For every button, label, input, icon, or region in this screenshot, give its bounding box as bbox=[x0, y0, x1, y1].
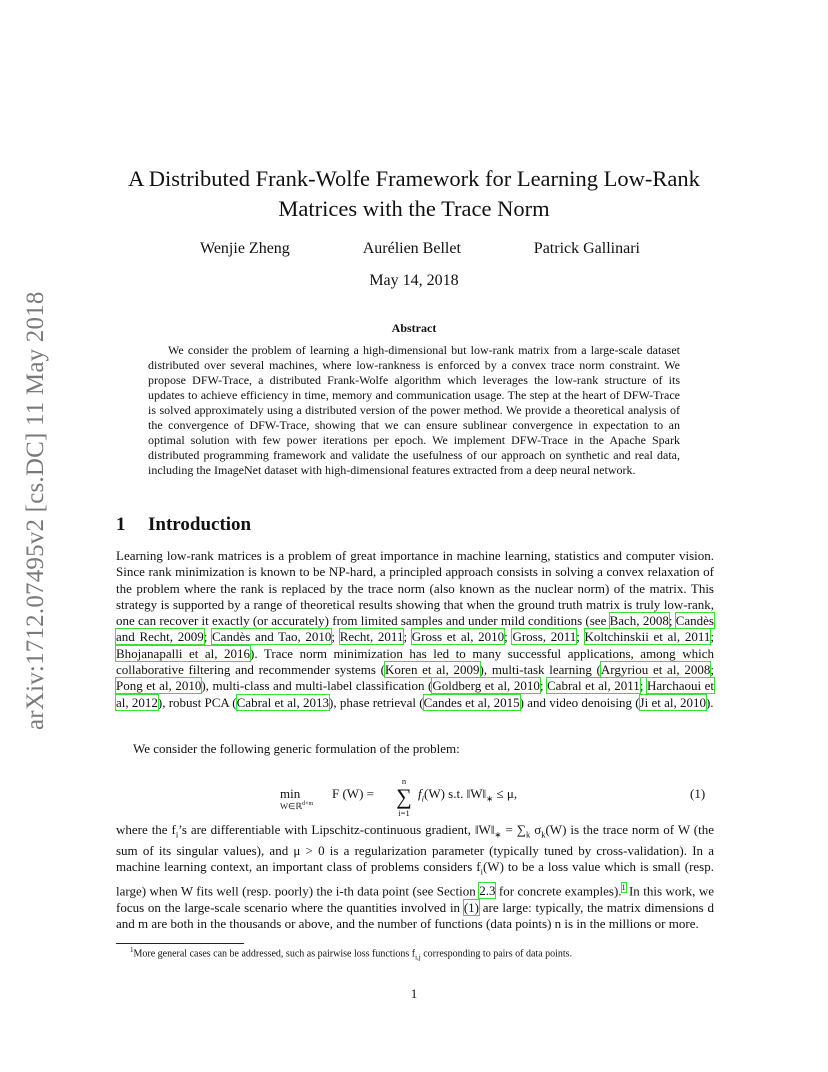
section-title: Introduction bbox=[148, 514, 252, 535]
citation-link[interactable]: Cabral et al, 2013 bbox=[236, 694, 330, 710]
author-2: Aurélien Bellet bbox=[362, 240, 461, 257]
footnote-ref-link[interactable]: 1 bbox=[621, 883, 626, 893]
equation-number: (1) bbox=[690, 786, 706, 801]
citation-link[interactable]: Goldberg et al, 2010 bbox=[432, 678, 540, 694]
eq-sum: n ∑ i=1 bbox=[396, 776, 412, 818]
citation-link[interactable]: Candès and Recht, 2009 bbox=[116, 613, 714, 645]
citation-link[interactable]: Ji et al, 2010 bbox=[639, 694, 706, 710]
eq-lhs: F (W) = bbox=[332, 786, 374, 801]
author-3: Patrick Gallinari bbox=[533, 240, 640, 257]
citation-link[interactable]: Koltchinskii et al, 2011 bbox=[584, 629, 711, 645]
intro-paragraph-1: Learning low-rank matrices is a problem of great importance in machine learning, statistics and computer vision. Since rank minimization is known to be NP-hard, a principled approach consists in solving a convex relaxation of the problem where the rank is replaced by the trace norm (also known as the nuclear norm) of the matrix. This strategy is supported by a range of theoretical results showing that when the ground truth matrix is truly low-rank, one can recover it exactly (or accurately) from limited samples and under mild conditions (see Bach, 2008; Candès and Recht, 2009; Candès and Tao, 2010; Recht, 2011; Gross et al, 2010; Gross, 2011; Koltchinskii et al, 2011; Bhojanapalli et al, 2016). Trace norm minimization has led to many successful applications, among which collaborative filtering and recommender systems (Koren et al, 2009), multi-task learning (Argyriou et al, 2008; Pong et al, 2010), multi-class and multi-label classification (Goldberg et al, 2010; Cabral et al, 2011; Harchaoui et al, 2012), robust PCA (Cabral et al, 2013), phase retrieval (Candes et al, 2015) and video denoising (Ji et al, 2010). bbox=[116, 548, 715, 710]
footnote-mark: 1 bbox=[130, 946, 134, 954]
author-list bbox=[200, 240, 640, 258]
paper-title bbox=[100, 164, 728, 224]
citation-link[interactable]: Candès and Tao, 2010 bbox=[212, 629, 332, 645]
citation-link[interactable]: Koren et al, 2009 bbox=[384, 662, 480, 678]
citation-link[interactable]: Bach, 2008 bbox=[609, 613, 669, 629]
section-ref-link[interactable]: 2.3 bbox=[479, 883, 496, 899]
abstract-text: We consider the problem of learning a high-dimensional but low-rank matrix from a large-scale dataset distributed over several machines, where low-rankness is enforced by a convex trace norm constraint. We propose DFW-Trace, a distributed Frank-Wolfe algorithm which leverages the low-rank structure of its updates to achieve efficiency in time, memory and communication usage. The step at the heart of DFW-Trace is solved approximately using a distributed version of the power method. We provide a theoretical analysis of the convergence of DFW-Trace, showing that we can ensure sublinear convergence in expectation to an optimal solution with few power iterations per epoch. We implement DFW-Trace in the Apache Spark distributed programming framework and validate the usefulness of our approach on synthetic and real data, including the ImageNet dataset with high-dimensional features extracted from a deep neural network. bbox=[148, 343, 680, 477]
paper-date: May 14, 2018 bbox=[369, 272, 459, 289]
citation-link[interactable]: Recht, 2011 bbox=[339, 629, 404, 645]
arxiv-identifier: arXiv:1712.07495v2 [cs.DC] 11 May 2018 bbox=[22, 291, 49, 730]
eq-min: min bbox=[280, 786, 301, 801]
section-number: 1 bbox=[116, 514, 126, 535]
title-line-1: A Distributed Frank-Wolfe Framework for Learning Low-Rank bbox=[128, 166, 700, 191]
intro-paragraph-2: We consider the following generic formulation of the problem: bbox=[133, 741, 460, 756]
author-1: Wenjie Zheng bbox=[200, 240, 290, 257]
citation-link[interactable]: Bhojanapalli et al, 2016 bbox=[116, 645, 251, 661]
citation-link[interactable]: Argyriou et al, 2008 bbox=[600, 662, 711, 678]
citation-link[interactable]: Cabral et al, 2011 bbox=[547, 678, 640, 694]
citation-link[interactable]: Gross, 2011 bbox=[512, 629, 577, 645]
citation-link[interactable]: Harchaoui et al, 2012 bbox=[116, 678, 714, 710]
section-heading bbox=[116, 514, 251, 536]
title-line-2: Matrices with the Trace Norm bbox=[278, 196, 550, 221]
equation-ref-link[interactable]: (1) bbox=[463, 899, 479, 915]
page-number: 1 bbox=[410, 986, 418, 1001]
citation-link[interactable]: Gross et al, 2010 bbox=[411, 629, 505, 645]
footnote: $^1$More general cases can be addressed, such as pairwise loss functions $f_{i,j}$ corresponding to pairs of data points. bbox=[130, 946, 573, 962]
citation-link[interactable]: Candes et al, 2015 bbox=[423, 694, 520, 710]
intro-paragraph-3: where the $f_i’s$ are differentiable with Lipschitz-continuous gradient, $‖W‖_∗ = \sum_k$ $\sigma_k(W)$ is the trace norm of W (the sum of its singular values), and μ > 0 is a regularization parameter (typically tuned by cross-validation). In a machine learning context, an important class of problems considers $f_i(W)$ to be a loss value which is small (resp. large) when W fits well (resp. poorly) the i-th data point (see Section 2.3 for concrete examples).$^1$ In this work, we focus on the large-scale scenario where the quantities involved in (1) are large: typically, the matrix dimensions d and m are both in the thousands or above, and the number of functions (data points) n is in the millions or more. bbox=[116, 822, 715, 931]
footnote-rule bbox=[116, 943, 244, 944]
eq-rhs: $f_i(W)$ s.t. $‖W‖_∗ \le \mu$, bbox=[418, 786, 518, 804]
abstract-heading: Abstract bbox=[391, 321, 437, 335]
citation-link[interactable]: Pong et al, 2010 bbox=[116, 678, 202, 694]
eq-min-subscript: W∈ℝ$^{d\times m}$ bbox=[280, 801, 314, 811]
